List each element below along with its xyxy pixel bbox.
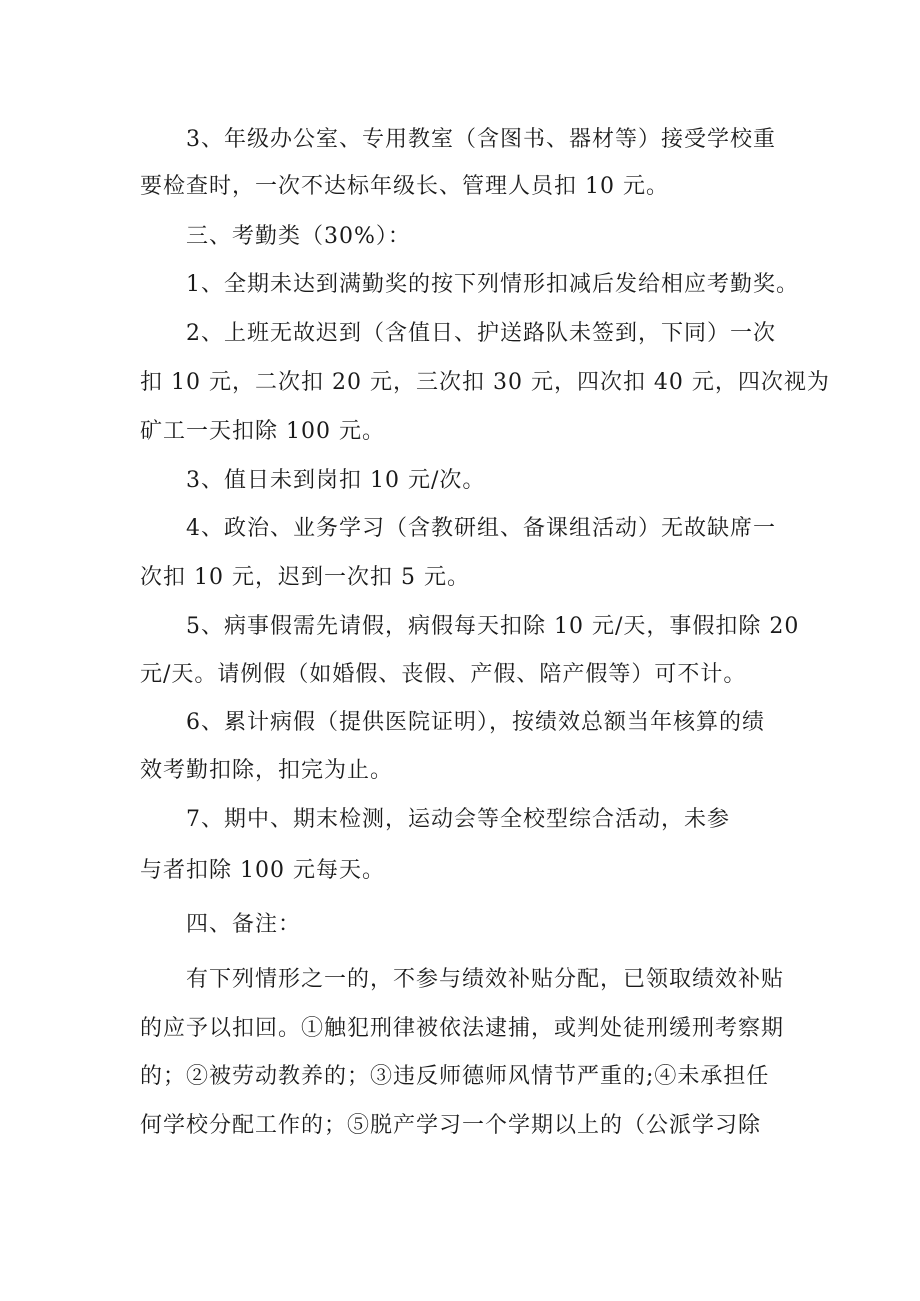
text-line: 要检查时，一次不达标年级长、管理人员扣 10 元。 — [140, 174, 669, 199]
text-line: 2、上班无故迟到（含值日、护送路队未签到，下同）一次 — [186, 321, 776, 346]
text-line: 6、累计病假（提供医院证明），按绩效总额当年核算的绩 — [186, 710, 765, 735]
text-line: 效考勤扣除，扣完为止。 — [140, 758, 394, 783]
text-line: 次扣 10 元，迟到一次扣 5 元。 — [140, 565, 470, 590]
text-line: 何学校分配工作的；⑤脱产学习一个学期以上的（公派学习除 — [140, 1113, 762, 1138]
text-line: 3、年级办公室、专用教室（含图书、器材等）接受学校重 — [186, 127, 776, 152]
text-line: 的；②被劳动教养的；③违反师德师风情节严重的;④未承担任 — [140, 1064, 770, 1089]
section-heading: 四、备注： — [186, 912, 302, 937]
text-line: 矿工一天扣除 100 元。 — [140, 419, 385, 444]
section-heading: 三、考勤类（30%）： — [186, 224, 411, 249]
text-line: 与者扣除 100 元每天。 — [140, 858, 385, 883]
text-line: 扣 10 元，二次扣 20 元，三次扣 30 元，四次扣 40 元，四次视为 — [140, 370, 830, 395]
text-line: 有下列情形之一的，不参与绩效补贴分配，已领取绩效补贴 — [186, 967, 785, 992]
text-line: 3、值日未到岗扣 10 元/次。 — [186, 468, 486, 493]
text-line: 的应予以扣回。①触犯刑律被依法逮捕，或判处徒刑缓刑考察期 — [140, 1016, 785, 1041]
text-line: 元/天。请例假（如婚假、丧假、产假、陪产假等）可不计。 — [140, 662, 747, 687]
text-line: 5、病事假需先请假，病假每天扣除 10 元/天，事假扣除 20 — [186, 614, 800, 639]
text-line: 4、政治、业务学习（含教研组、备课组活动）无故缺席一 — [186, 516, 776, 541]
text-line: 1、全期未达到满勤奖的按下列情形扣减后发给相应考勤奖。 — [186, 272, 799, 297]
text-line: 7、期中、期末检测，运动会等全校型综合活动，未参 — [186, 807, 730, 832]
